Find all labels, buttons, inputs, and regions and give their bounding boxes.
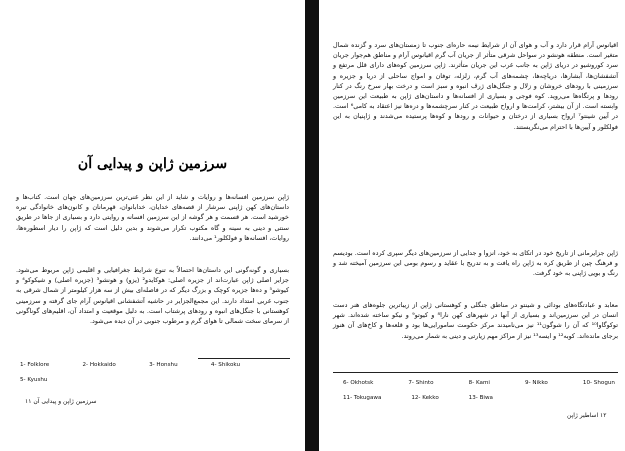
footnote: 12- Kekko <box>411 395 439 401</box>
chapter-title: سرزمین ژاپن و پیدایی آن <box>77 156 228 172</box>
page-footer: ۱۲ اساطیر ژاپن <box>567 412 607 419</box>
footnote: 9- Nikko <box>525 380 548 386</box>
left-paragraph-1-text: ژاپن سرزمین افسانه‌ها و روایات و شاید از این نظر غنی‌ترین سرزمین‌های جهان است. کتاب‌ها و داستان‌های کهن ژاپنی سرشار از قصه‌های خدایان، خدابانوان، قهرمانان و کانون‌های خانوادگی تیره خورشید است. هر قسمت و هر گوشه از این سرزمین افسانه و روایتی دارد و بسیاری از جاها در طریق سنتی و دینی به سینه و گاه مکتوب تکرار می‌شوند و بدین دلیل است که ژاپن را دیار اسطوره‌ها، روایات، افسانه‌ها و فولکلور¹ می‌دانند. <box>16 193 289 242</box>
book-gutter <box>305 0 319 451</box>
left-page <box>0 0 305 451</box>
footnote: 7- Shinto <box>408 380 434 386</box>
footnote: 5- Kyushu <box>20 377 48 383</box>
right-paragraph-1-text: اقیانوس آرام قرار دارد و آب و هوای آن از شرایط نیمه حاره‌ای جنوب تا زمستان‌های سرد و گزنده شمال متغیر است. منطقه هونشو در سواحل شرقی متأثر از جریان آب گرم اقیانوس آرام و مناطق هم‌جوار جریان سرد کوروشیو در دریای ژاپن به جانب غرب این جریان متأثرند. ژاپن سرزمین کوه‌های دارای قلل مرتفع و آتشفشان‌ها، آبشارها، دریاچه‌ها، چشمه‌های آب گرم، زلزله، توفان و امواج ساحلی از دریا و جزیره و سرزمینی با رودهای خروشان و زلال و جنگل‌های ژرف انبوه و سبز است و درخت بهار سرخ رنگ در کنار رودها و پرتگاه‌ها می‌روید. کوه فوجی و بسیاری از افسانه‌ها و داستان‌های ژاپن به طبیعت این سرزمین وابسته است. از آن بیشتر، کرامت‌ها و ارواح طبیعت در کنار سرچشمه‌ها و دره‌ها نیز اعتقاد به کامی⁶ است. در آیین شینتو⁷ ارواح بسیاری از درختان و حیوانات و رودها و کوه‌ها پرستیده می‌شدند و ژاپنیان به این فولکلور و آیین‌ها با احترام می‌نگریستند. <box>333 41 619 131</box>
right-paragraph-2 <box>333 248 618 279</box>
footnote: 11- Tokugawa <box>343 395 382 401</box>
footnote-divider <box>198 358 290 359</box>
footnote: 13- Biwa <box>468 395 493 401</box>
footnotes-right-row-2 <box>343 395 493 401</box>
footnotes-left-row-2 <box>20 377 240 383</box>
footnote: 10- Shogun <box>582 380 615 386</box>
footnote: 1- Folklore <box>20 362 50 368</box>
footnotes-left-row-1 <box>20 362 240 368</box>
footnote-divider <box>333 372 618 373</box>
footnote: 4- Shikoku <box>210 362 240 368</box>
right-paragraph-3 <box>333 300 618 341</box>
right-paragraph-1 <box>333 40 618 132</box>
page-footer: سرزمین ژاپن و پیدایی آن ۱۱ <box>25 398 97 405</box>
footnote: 8- Kami <box>468 380 490 386</box>
footnote: 2- Hokkaido <box>82 362 116 368</box>
left-paragraph-1 <box>16 192 289 243</box>
left-paragraph-2 <box>16 265 289 326</box>
footnote: 6- Okhotsk <box>343 380 374 386</box>
right-page <box>319 0 625 451</box>
right-paragraph-2-text: ژاپن جزایرمانی از تاریخ خود در اتکای به خود، انزوا و جدایی از سرزمین‌های دیگر سپری کرده است. بودیسم و فرهنگ چین از طریق کره به ژاپن راه یافت و به تدریج با عقاید و رسوم بومی این سرزمین آمیخته شد و رنگ و بویی ژاپنی به خود گرفت. <box>333 249 618 278</box>
right-paragraph-3-text: معابد و عبادتگاه‌های بودائی و شینتو در مناطق جنگلی و کوهستانی ژاپن از زیباترین جلوه‌های هنر دست انسان در این سرزمین‌اند و بسیاری از آنها در شهرهای کهن نارا⁸ و کیوتو⁹ و نیکو ساخته شده‌اند. شهر توکوگاوا¹⁰ که آن را شوگون¹¹ نیز می‌نامیدند مرکز حکومت سامورایی‌ها بود و قلعه‌ها و کاخ‌های آن هنوز برجای مانده‌اند. کوبه¹² و ایسه¹³ نیز از مراکز مهم زیارتی و دینی به شمار می‌روند. <box>333 301 618 340</box>
footnote: 3- Honshu <box>149 362 178 368</box>
left-paragraph-2-text: بسیاری و گونه‌گونی این داستان‌ها احتمالاً به تنوع شرایط جغرافیایی و اقلیمی ژاپن مربوط می‌شود. جزایر اصلی ژاپن عبارت‌اند از جزیره اصلی: هوکایدو² (یزو) و هونشو³ (جزیره اصلی) و شیکوکو⁴ و کیوشو⁵ و ده‌ها جزیره کوچک و بزرگ دیگر که در فاصله‌ای بیش از سه هزار کیلومتر از شمال شرقی به جنوب غربی امتداد دارند. این مجمع‌الجزایر در حاشیه آتشفشانی اقیانوس آرام جای گرفته و سرزمینی کوهستانی با جنگل‌های انبوه و رودهای پرشتاب است. به دلیل موقعیت و امتداد آن، اقلیم‌های گوناگونی از سرمای سخت شمالی تا هوای گرم و مرطوب جنوبی در آن دیده می‌شود. <box>16 266 290 326</box>
footnotes-right-row-1 <box>343 380 615 386</box>
